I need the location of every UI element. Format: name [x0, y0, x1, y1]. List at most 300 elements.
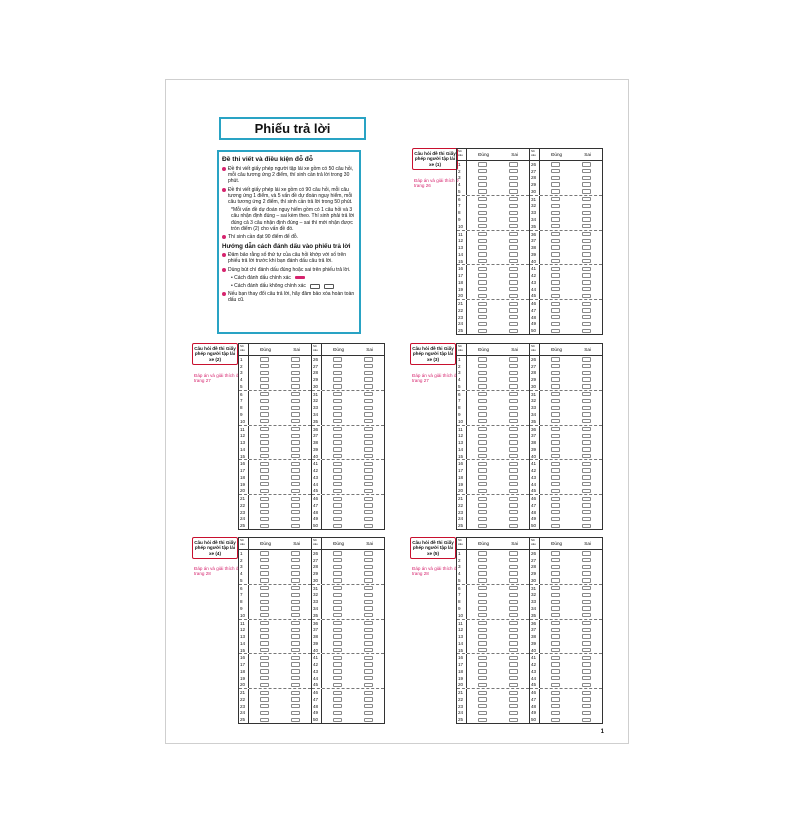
false-mark-box[interactable] [582, 434, 591, 438]
false-mark-box[interactable] [582, 628, 591, 632]
false-mark-box[interactable] [582, 287, 591, 291]
true-mark-box[interactable] [551, 399, 560, 403]
false-mark-box[interactable] [291, 434, 300, 438]
true-mark-box[interactable] [478, 211, 487, 215]
true-mark-box[interactable] [478, 412, 487, 416]
false-mark-box[interactable] [509, 503, 518, 507]
false-mark-box[interactable] [582, 524, 591, 528]
true-mark-box[interactable] [478, 259, 487, 263]
true-mark-box[interactable] [333, 621, 342, 625]
true-mark-box[interactable] [551, 427, 560, 431]
false-mark-box[interactable] [509, 302, 518, 306]
false-mark-box[interactable] [582, 482, 591, 486]
true-mark-box[interactable] [260, 711, 269, 715]
true-mark-box[interactable] [478, 489, 487, 493]
true-mark-box[interactable] [478, 217, 487, 221]
true-mark-box[interactable] [551, 224, 560, 228]
false-mark-box[interactable] [364, 656, 373, 660]
true-mark-box[interactable] [551, 628, 560, 632]
false-mark-box[interactable] [582, 224, 591, 228]
true-mark-box[interactable] [551, 412, 560, 416]
true-mark-box[interactable] [551, 454, 560, 458]
false-mark-box[interactable] [364, 704, 373, 708]
false-mark-box[interactable] [509, 189, 518, 193]
true-mark-box[interactable] [551, 182, 560, 186]
false-mark-box[interactable] [582, 252, 591, 256]
false-mark-box[interactable] [364, 427, 373, 431]
false-mark-box[interactable] [509, 259, 518, 263]
true-mark-box[interactable] [333, 711, 342, 715]
false-mark-box[interactable] [582, 634, 591, 638]
true-mark-box[interactable] [260, 440, 269, 444]
false-mark-box[interactable] [582, 232, 591, 236]
true-mark-box[interactable] [551, 329, 560, 333]
false-mark-box[interactable] [509, 475, 518, 479]
false-mark-box[interactable] [509, 606, 518, 610]
false-mark-box[interactable] [291, 524, 300, 528]
false-mark-box[interactable] [509, 440, 518, 444]
true-mark-box[interactable] [333, 454, 342, 458]
true-mark-box[interactable] [260, 697, 269, 701]
true-mark-box[interactable] [478, 245, 487, 249]
true-mark-box[interactable] [478, 578, 487, 582]
false-mark-box[interactable] [364, 691, 373, 695]
true-mark-box[interactable] [551, 308, 560, 312]
true-mark-box[interactable] [333, 468, 342, 472]
false-mark-box[interactable] [291, 669, 300, 673]
true-mark-box[interactable] [551, 217, 560, 221]
true-mark-box[interactable] [260, 503, 269, 507]
false-mark-box[interactable] [509, 176, 518, 180]
true-mark-box[interactable] [260, 412, 269, 416]
true-mark-box[interactable] [260, 392, 269, 396]
true-mark-box[interactable] [478, 204, 487, 208]
true-mark-box[interactable] [478, 711, 487, 715]
false-mark-box[interactable] [509, 239, 518, 243]
true-mark-box[interactable] [333, 364, 342, 368]
true-mark-box[interactable] [478, 252, 487, 256]
true-mark-box[interactable] [260, 419, 269, 423]
false-mark-box[interactable] [582, 578, 591, 582]
false-mark-box[interactable] [582, 259, 591, 263]
false-mark-box[interactable] [291, 613, 300, 617]
false-mark-box[interactable] [291, 357, 300, 361]
true-mark-box[interactable] [551, 634, 560, 638]
true-mark-box[interactable] [478, 440, 487, 444]
true-mark-box[interactable] [478, 182, 487, 186]
false-mark-box[interactable] [582, 280, 591, 284]
true-mark-box[interactable] [333, 613, 342, 617]
true-mark-box[interactable] [551, 419, 560, 423]
false-mark-box[interactable] [509, 656, 518, 660]
true-mark-box[interactable] [333, 475, 342, 479]
true-mark-box[interactable] [260, 475, 269, 479]
true-mark-box[interactable] [551, 475, 560, 479]
false-mark-box[interactable] [364, 364, 373, 368]
true-mark-box[interactable] [333, 571, 342, 575]
false-mark-box[interactable] [582, 551, 591, 555]
true-mark-box[interactable] [551, 641, 560, 645]
true-mark-box[interactable] [260, 551, 269, 555]
false-mark-box[interactable] [291, 468, 300, 472]
true-mark-box[interactable] [333, 641, 342, 645]
false-mark-box[interactable] [509, 558, 518, 562]
true-mark-box[interactable] [551, 211, 560, 215]
true-mark-box[interactable] [551, 489, 560, 493]
false-mark-box[interactable] [582, 600, 591, 604]
false-mark-box[interactable] [291, 454, 300, 458]
false-mark-box[interactable] [582, 571, 591, 575]
false-mark-box[interactable] [291, 392, 300, 396]
true-mark-box[interactable] [333, 406, 342, 410]
true-mark-box[interactable] [478, 475, 487, 479]
true-mark-box[interactable] [260, 371, 269, 375]
false-mark-box[interactable] [364, 357, 373, 361]
true-mark-box[interactable] [551, 364, 560, 368]
false-mark-box[interactable] [582, 462, 591, 466]
false-mark-box[interactable] [364, 628, 373, 632]
false-mark-box[interactable] [364, 648, 373, 652]
true-mark-box[interactable] [260, 634, 269, 638]
true-mark-box[interactable] [551, 377, 560, 381]
false-mark-box[interactable] [509, 197, 518, 201]
false-mark-box[interactable] [291, 517, 300, 521]
false-mark-box[interactable] [291, 384, 300, 388]
true-mark-box[interactable] [478, 462, 487, 466]
false-mark-box[interactable] [582, 718, 591, 722]
false-mark-box[interactable] [509, 593, 518, 597]
false-mark-box[interactable] [582, 503, 591, 507]
true-mark-box[interactable] [478, 322, 487, 326]
false-mark-box[interactable] [509, 578, 518, 582]
false-mark-box[interactable] [364, 697, 373, 701]
false-mark-box[interactable] [291, 711, 300, 715]
true-mark-box[interactable] [333, 399, 342, 403]
true-mark-box[interactable] [333, 593, 342, 597]
true-mark-box[interactable] [260, 669, 269, 673]
false-mark-box[interactable] [509, 252, 518, 256]
true-mark-box[interactable] [260, 558, 269, 562]
false-mark-box[interactable] [364, 454, 373, 458]
false-mark-box[interactable] [291, 497, 300, 501]
false-mark-box[interactable] [364, 489, 373, 493]
true-mark-box[interactable] [551, 239, 560, 243]
false-mark-box[interactable] [582, 454, 591, 458]
true-mark-box[interactable] [551, 322, 560, 326]
true-mark-box[interactable] [478, 267, 487, 271]
false-mark-box[interactable] [509, 211, 518, 215]
true-mark-box[interactable] [260, 384, 269, 388]
false-mark-box[interactable] [291, 510, 300, 514]
false-mark-box[interactable] [582, 239, 591, 243]
true-mark-box[interactable] [551, 462, 560, 466]
true-mark-box[interactable] [551, 683, 560, 687]
true-mark-box[interactable] [333, 578, 342, 582]
true-mark-box[interactable] [333, 489, 342, 493]
true-mark-box[interactable] [260, 578, 269, 582]
false-mark-box[interactable] [509, 399, 518, 403]
true-mark-box[interactable] [551, 384, 560, 388]
true-mark-box[interactable] [260, 613, 269, 617]
true-mark-box[interactable] [260, 586, 269, 590]
false-mark-box[interactable] [582, 621, 591, 625]
true-mark-box[interactable] [333, 565, 342, 569]
true-mark-box[interactable] [551, 711, 560, 715]
true-mark-box[interactable] [260, 621, 269, 625]
true-mark-box[interactable] [478, 558, 487, 562]
true-mark-box[interactable] [478, 427, 487, 431]
true-mark-box[interactable] [260, 468, 269, 472]
false-mark-box[interactable] [582, 204, 591, 208]
false-mark-box[interactable] [509, 287, 518, 291]
true-mark-box[interactable] [478, 517, 487, 521]
false-mark-box[interactable] [509, 704, 518, 708]
false-mark-box[interactable] [509, 322, 518, 326]
false-mark-box[interactable] [291, 503, 300, 507]
true-mark-box[interactable] [478, 287, 487, 291]
true-mark-box[interactable] [551, 600, 560, 604]
false-mark-box[interactable] [291, 628, 300, 632]
true-mark-box[interactable] [478, 497, 487, 501]
true-mark-box[interactable] [551, 267, 560, 271]
false-mark-box[interactable] [509, 406, 518, 410]
false-mark-box[interactable] [291, 704, 300, 708]
false-mark-box[interactable] [582, 189, 591, 193]
false-mark-box[interactable] [582, 182, 591, 186]
true-mark-box[interactable] [478, 621, 487, 625]
false-mark-box[interactable] [291, 586, 300, 590]
false-mark-box[interactable] [364, 621, 373, 625]
false-mark-box[interactable] [582, 669, 591, 673]
true-mark-box[interactable] [478, 273, 487, 277]
false-mark-box[interactable] [291, 656, 300, 660]
false-mark-box[interactable] [291, 691, 300, 695]
true-mark-box[interactable] [260, 377, 269, 381]
true-mark-box[interactable] [478, 524, 487, 528]
true-mark-box[interactable] [551, 287, 560, 291]
true-mark-box[interactable] [551, 662, 560, 666]
true-mark-box[interactable] [478, 683, 487, 687]
true-mark-box[interactable] [551, 259, 560, 263]
true-mark-box[interactable] [478, 419, 487, 423]
true-mark-box[interactable] [478, 189, 487, 193]
true-mark-box[interactable] [260, 593, 269, 597]
false-mark-box[interactable] [509, 357, 518, 361]
true-mark-box[interactable] [551, 669, 560, 673]
false-mark-box[interactable] [509, 676, 518, 680]
false-mark-box[interactable] [582, 217, 591, 221]
true-mark-box[interactable] [260, 683, 269, 687]
false-mark-box[interactable] [291, 600, 300, 604]
false-mark-box[interactable] [509, 641, 518, 645]
true-mark-box[interactable] [551, 510, 560, 514]
true-mark-box[interactable] [551, 656, 560, 660]
true-mark-box[interactable] [551, 302, 560, 306]
false-mark-box[interactable] [582, 294, 591, 298]
false-mark-box[interactable] [582, 606, 591, 610]
false-mark-box[interactable] [582, 510, 591, 514]
false-mark-box[interactable] [364, 412, 373, 416]
false-mark-box[interactable] [582, 558, 591, 562]
true-mark-box[interactable] [260, 427, 269, 431]
false-mark-box[interactable] [364, 510, 373, 514]
false-mark-box[interactable] [364, 497, 373, 501]
true-mark-box[interactable] [260, 656, 269, 660]
false-mark-box[interactable] [509, 691, 518, 695]
false-mark-box[interactable] [291, 489, 300, 493]
true-mark-box[interactable] [551, 434, 560, 438]
false-mark-box[interactable] [509, 273, 518, 277]
true-mark-box[interactable] [478, 571, 487, 575]
false-mark-box[interactable] [509, 634, 518, 638]
false-mark-box[interactable] [582, 322, 591, 326]
false-mark-box[interactable] [582, 641, 591, 645]
true-mark-box[interactable] [551, 197, 560, 201]
false-mark-box[interactable] [582, 704, 591, 708]
true-mark-box[interactable] [551, 447, 560, 451]
true-mark-box[interactable] [333, 606, 342, 610]
false-mark-box[interactable] [291, 593, 300, 597]
false-mark-box[interactable] [509, 232, 518, 236]
false-mark-box[interactable] [291, 662, 300, 666]
false-mark-box[interactable] [291, 412, 300, 416]
true-mark-box[interactable] [478, 656, 487, 660]
true-mark-box[interactable] [551, 648, 560, 652]
false-mark-box[interactable] [582, 384, 591, 388]
false-mark-box[interactable] [509, 497, 518, 501]
false-mark-box[interactable] [582, 211, 591, 215]
false-mark-box[interactable] [291, 447, 300, 451]
true-mark-box[interactable] [260, 565, 269, 569]
false-mark-box[interactable] [582, 412, 591, 416]
true-mark-box[interactable] [333, 718, 342, 722]
false-mark-box[interactable] [509, 169, 518, 173]
false-mark-box[interactable] [509, 280, 518, 284]
false-mark-box[interactable] [291, 718, 300, 722]
false-mark-box[interactable] [509, 204, 518, 208]
false-mark-box[interactable] [291, 406, 300, 410]
true-mark-box[interactable] [260, 648, 269, 652]
true-mark-box[interactable] [551, 691, 560, 695]
true-mark-box[interactable] [333, 524, 342, 528]
false-mark-box[interactable] [364, 447, 373, 451]
false-mark-box[interactable] [582, 419, 591, 423]
true-mark-box[interactable] [333, 412, 342, 416]
true-mark-box[interactable] [551, 497, 560, 501]
true-mark-box[interactable] [551, 204, 560, 208]
true-mark-box[interactable] [478, 176, 487, 180]
false-mark-box[interactable] [582, 440, 591, 444]
true-mark-box[interactable] [551, 371, 560, 375]
true-mark-box[interactable] [478, 392, 487, 396]
true-mark-box[interactable] [478, 628, 487, 632]
true-mark-box[interactable] [478, 468, 487, 472]
false-mark-box[interactable] [509, 482, 518, 486]
true-mark-box[interactable] [478, 224, 487, 228]
false-mark-box[interactable] [509, 329, 518, 333]
false-mark-box[interactable] [364, 558, 373, 562]
true-mark-box[interactable] [478, 406, 487, 410]
false-mark-box[interactable] [582, 302, 591, 306]
false-mark-box[interactable] [364, 613, 373, 617]
false-mark-box[interactable] [291, 683, 300, 687]
true-mark-box[interactable] [551, 440, 560, 444]
true-mark-box[interactable] [478, 551, 487, 555]
true-mark-box[interactable] [333, 551, 342, 555]
false-mark-box[interactable] [509, 711, 518, 715]
false-mark-box[interactable] [364, 683, 373, 687]
false-mark-box[interactable] [364, 641, 373, 645]
true-mark-box[interactable] [478, 169, 487, 173]
true-mark-box[interactable] [260, 399, 269, 403]
true-mark-box[interactable] [551, 517, 560, 521]
false-mark-box[interactable] [509, 371, 518, 375]
false-mark-box[interactable] [509, 524, 518, 528]
true-mark-box[interactable] [333, 371, 342, 375]
true-mark-box[interactable] [551, 169, 560, 173]
false-mark-box[interactable] [509, 412, 518, 416]
true-mark-box[interactable] [478, 447, 487, 451]
true-mark-box[interactable] [260, 434, 269, 438]
false-mark-box[interactable] [364, 482, 373, 486]
true-mark-box[interactable] [260, 704, 269, 708]
true-mark-box[interactable] [478, 503, 487, 507]
true-mark-box[interactable] [478, 294, 487, 298]
false-mark-box[interactable] [509, 697, 518, 701]
true-mark-box[interactable] [551, 176, 560, 180]
true-mark-box[interactable] [478, 377, 487, 381]
true-mark-box[interactable] [551, 280, 560, 284]
false-mark-box[interactable] [509, 308, 518, 312]
true-mark-box[interactable] [551, 524, 560, 528]
true-mark-box[interactable] [478, 239, 487, 243]
false-mark-box[interactable] [364, 578, 373, 582]
false-mark-box[interactable] [582, 648, 591, 652]
false-mark-box[interactable] [364, 468, 373, 472]
true-mark-box[interactable] [551, 571, 560, 575]
true-mark-box[interactable] [333, 434, 342, 438]
true-mark-box[interactable] [478, 600, 487, 604]
true-mark-box[interactable] [260, 571, 269, 575]
true-mark-box[interactable] [478, 364, 487, 368]
false-mark-box[interactable] [509, 315, 518, 319]
false-mark-box[interactable] [291, 427, 300, 431]
false-mark-box[interactable] [509, 628, 518, 632]
true-mark-box[interactable] [551, 551, 560, 555]
false-mark-box[interactable] [509, 294, 518, 298]
false-mark-box[interactable] [582, 497, 591, 501]
true-mark-box[interactable] [333, 517, 342, 521]
false-mark-box[interactable] [509, 662, 518, 666]
false-mark-box[interactable] [364, 406, 373, 410]
false-mark-box[interactable] [291, 676, 300, 680]
false-mark-box[interactable] [364, 669, 373, 673]
true-mark-box[interactable] [551, 558, 560, 562]
false-mark-box[interactable] [509, 182, 518, 186]
true-mark-box[interactable] [333, 440, 342, 444]
false-mark-box[interactable] [364, 676, 373, 680]
false-mark-box[interactable] [364, 399, 373, 403]
false-mark-box[interactable] [509, 447, 518, 451]
true-mark-box[interactable] [551, 676, 560, 680]
true-mark-box[interactable] [333, 676, 342, 680]
false-mark-box[interactable] [509, 419, 518, 423]
true-mark-box[interactable] [551, 252, 560, 256]
true-mark-box[interactable] [551, 392, 560, 396]
true-mark-box[interactable] [333, 384, 342, 388]
false-mark-box[interactable] [509, 517, 518, 521]
true-mark-box[interactable] [551, 468, 560, 472]
